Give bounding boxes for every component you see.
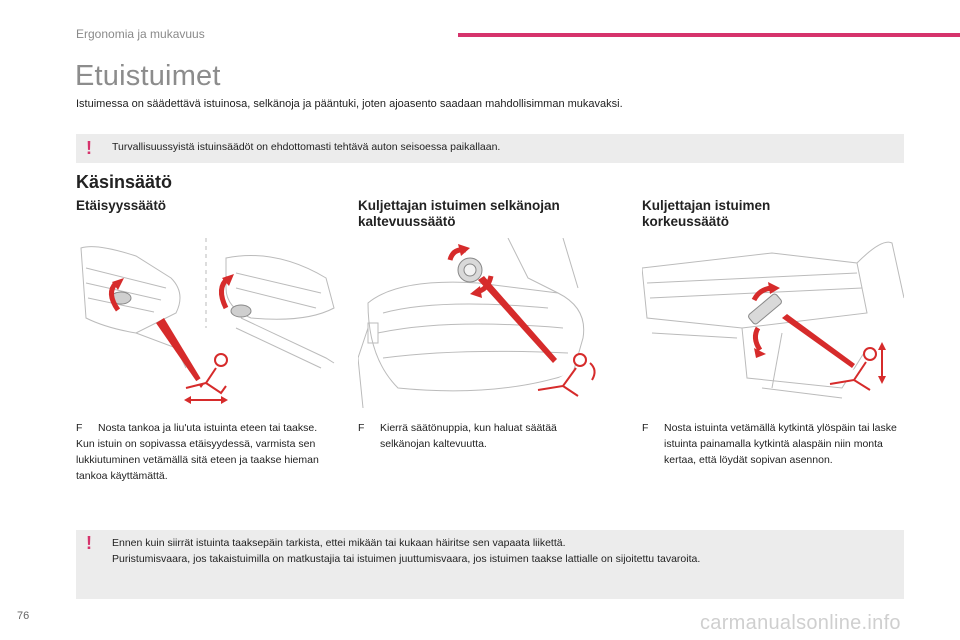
col1-title-line1: Etäisyyssäätö (76, 198, 167, 213)
col3-text (642, 420, 904, 468)
col2-instruction: Kierrä säätönuppia, kun haluat säätää selkänojan kaltevuutta. (380, 422, 557, 450)
col1-bullet-row (76, 420, 338, 436)
warning-text: Turvallisuussyistä istuinsäädöt on ehdottomasti tehtävä auton seisoessa paikallaan. (112, 141, 501, 153)
col2-title-line1: Kuljettajan istuimen selkänojan (358, 198, 560, 213)
warning-line2: Puristumisvaara, jos takaistuimilla on matkustajia tai istuimen juuttumisvaara, jos istuimen taakse lattialle on sijoitettu tavaroita. (112, 553, 701, 565)
warning-line1: Ennen kuin siirrät istuinta taaksepäin tarkista, ettei mikään tai kukaan häiritse sen vapaata liikettä. (112, 537, 566, 549)
seat-height-illustration (642, 238, 904, 413)
col1-text (76, 420, 338, 484)
intro-text: Istuimessa on säädettävä istuinosa, selkänoja ja pääntuki, joten ajoasento saadaan mahdollisimman mukavaksi. (76, 98, 623, 110)
section-label: Ergonomia ja mukavuus (76, 27, 205, 41)
backrest-tilt-illustration (358, 238, 620, 413)
watermark: carmanualsonline.info (700, 612, 901, 634)
col2-title (358, 198, 560, 230)
warning-icon: ! (86, 138, 92, 158)
subheading: Käsinsäätö (76, 172, 173, 192)
col3-title (642, 198, 770, 230)
bullet-marker: F (642, 422, 649, 434)
col1-instruction: Nosta tankoa ja liu'uta istuinta eteen tai taakse. (98, 422, 318, 434)
page-title: Etuistuimet (75, 60, 221, 92)
col1-extra: Kun istuin on sopivassa etäisyydessä, varmista sen lukkiutuminen vetämällä sitä eteen ja taakse hieman tankoa käyttämättä. (76, 438, 319, 482)
warning-box-top (76, 134, 904, 163)
col3-instruction: Nosta istuinta vetämällä kytkintä ylöspäin tai laske istuinta painamalla kytkintä alaspäin niin monta kertaa, että löydät sopivan asennon. (664, 422, 897, 466)
warning-icon: ! (86, 533, 92, 553)
col2-text (358, 420, 608, 452)
col3-title-line2: korkeussäätö (642, 214, 730, 229)
col2-bullet-row (358, 420, 608, 452)
bullet-marker: F (358, 422, 365, 434)
col1-title (76, 198, 166, 214)
warning-box-bottom (76, 530, 904, 599)
col2-title-line2: kaltevuussäätö (358, 214, 456, 229)
seat-distance-illustration (76, 238, 338, 413)
accent-bar (458, 33, 960, 37)
page-number: 76 (17, 610, 30, 622)
bullet-marker: F (76, 422, 83, 434)
col3-title-line1: Kuljettajan istuimen (642, 198, 771, 213)
col3-bullet-row (642, 420, 904, 468)
